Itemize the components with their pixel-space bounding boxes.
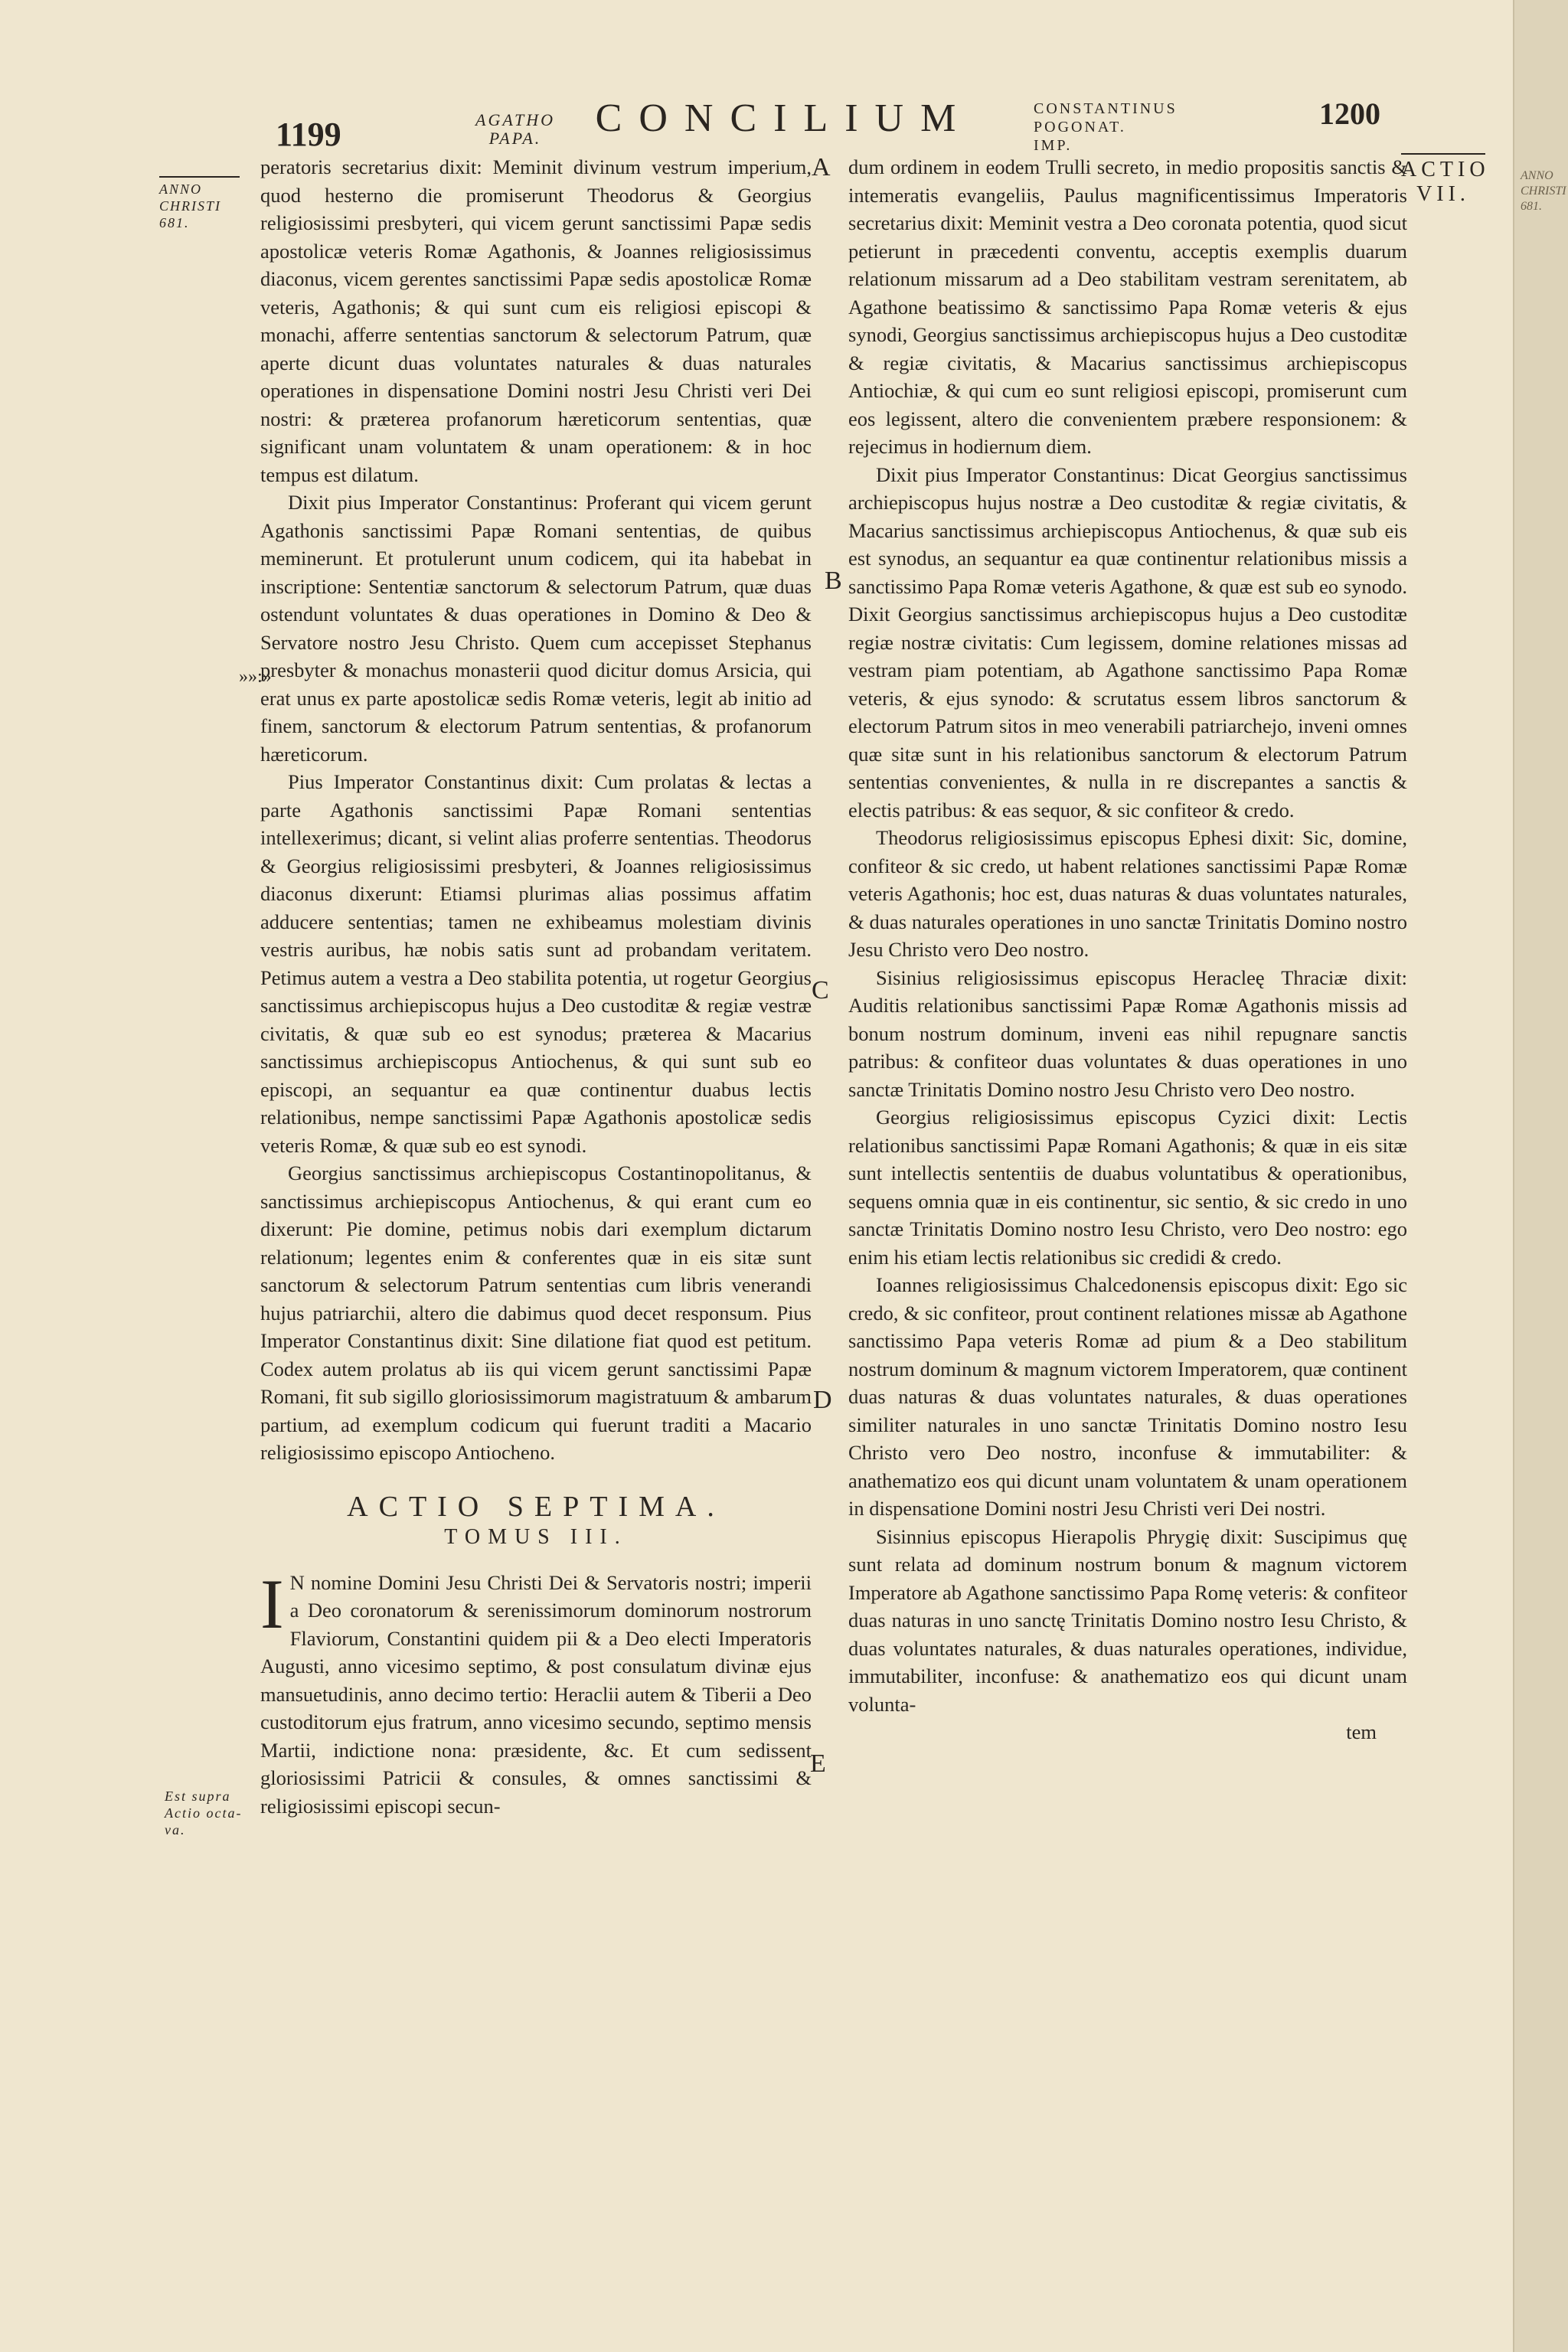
- page-number-left: 1199: [276, 116, 341, 153]
- section-letter-e: E: [810, 1749, 826, 1778]
- running-head-right: CONSTANTINUS POGONAT. IMP.: [1034, 100, 1178, 154]
- year-margin-label: [159, 176, 240, 231]
- paragraph: peratoris secretarius dixit: Meminit divinum vestrum imperium, quod hesterno die promiserunt Theodorus & Georgius religiosissimi presbyteri, qui vicem gerunt sanctissimi Papæ sedis apostolicæ veteris Romæ Agathonis, & Joannes religiosissimus diaconus, vicem gerentes sanctissimi Papæ sedis apostolicæ Romæ veteris, Agathonis; & qui sunt cum eis religiosi episcopi & monachi, afferre sententias sanctorum & selectorum Patrum, quæ aperte dicunt duas voluntates naturales & duas naturales operationes in dispensatione Domini nostri Jesu Christi veri Dei nostri: & præterea profanorum hæreticorum sententias, quæ significant unam voluntatem & unam operationem: & in hoc tempus est dilatum.: [260, 155, 812, 486]
- running-head-left: AGATHO PAPA.: [475, 110, 555, 148]
- paragraph: Sisinius religiosissimus episcopus Heracleę Thraciæ dixit: Auditis relationibus sanctissimi Papæ Romæ Agathonis missis ad bonum nostrum dominum, inveni eas nihil repugnare sanctis patribus: & confiteor duas voluntates & duas operationes in uno sanctæ Trinitatis Domino nostro Jesu Christo vero Deo nostro.: [848, 965, 1407, 1101]
- section-letter-c: C: [812, 976, 829, 1004]
- right-text-column: [848, 153, 1407, 1746]
- adjacent-page-edge: [1513, 0, 1568, 2352]
- paragraph: Theodorus religiosissimus episcopus Ephesi dixit: Sic, domine, confiteor & sic credo, ut habent relationes sanctissimi Papæ Romæ veteris Agathonis; hoc est, duas naturas & duas voluntates naturales, & duas naturales operationes in uno sanctæ Trinitatis Domino nostro Jesu Christo vero Deo nostro.: [848, 826, 1407, 961]
- opening-paragraph: [260, 1564, 812, 1821]
- drop-cap: I: [260, 1564, 284, 1643]
- actio-margin-label: [1401, 153, 1490, 207]
- year-label-text: ANNO CHRISTI 681.: [159, 181, 221, 230]
- paragraph: Pius Imperator Constantinus dixit: Cum prolatas & lectas a parte Agathonis sanctissimi Papæ Romani sententias intellexerimus; dicant, si velint alias proferre sententias. Theodorus & Georgius religiosissimi presbyteri, & Joannes religiosissimus diaconus dixerunt: Etiamsi plurimas alias possimus affatim adducere sententias; tamen ne exhibeamus molestiam divinis vestris auribus, hæ nobis satis sunt ad probandam veritatem. Petimus autem a vestra a Deo stabilita potentia, ut rogetur Georgius sanctissimus archiepiscopus hujus a Deo custoditæ & regiæ vestræ civitatis, & quæ sub eo est synodus; præterea & Macarius sanctissimus archiepiscopus Antiochenus, & qui sunt sub eo episcopi, an sequantur ea quæ continentur duabus lectis relationibus, nempe sanctissimi Papæ Agathonis apostolicæ sedis veteris Romæ, & quæ sub eo est synodi.: [260, 770, 812, 1157]
- left-text-column: [260, 153, 812, 1820]
- section-letter-d: D: [813, 1386, 832, 1414]
- edge-label: ANNO CHRISTI 681.: [1521, 169, 1566, 213]
- paragraph: Georgius sanctissimus archiepiscopus Costantinopolitanus, & sanctissimus archiepiscopus Antiochenus, & qui erant cum eo dixerunt: Pie domine, petimus nobis dari exemplum dictarum relationum; legentes enim & conferentes quæ in eis sitæ sunt sanctorum & selectorum Patrum sententias cum libris venerandi hujus patriarchii, altero die dabimus quod decet responsum. Pius Imperator Constantinus dixit: Sine dilatione fiat quod est petitum. Codex autem prolatus ab iis qui vicem gerunt sanctissimi Papæ Romani, fit sub sigillo gloriosissimorum magistratuum & ambarum partium, ad exemplum codicum qui fuerunt traditi a Macario religiosissimo episcopo Antiocheno.: [260, 1161, 812, 1464]
- paragraph: Georgius religiosissimus episcopus Cyzici dixit: Lectis relationibus sanctissimi Papæ Romani Agathonis; & quæ in eis sitæ sunt intellectis sententiis de duabus voluntatibus & operationibus, sequens omnia quæ in eis continentur, sic sentio, & sic credo in uno sanctæ Trinitatis Domino nostro Iesu Christo, vero Deo nostro: ego enim his etiam lectis relationibus sic credidi & credo.: [848, 1106, 1407, 1269]
- cross-reference-note: Est supra Actio octa-va.: [165, 1788, 243, 1838]
- paragraph: Dixit pius Imperator Constantinus: Proferant qui vicem gerunt Agathonis sanctissimi Papæ Romani sententias, de quibus meminerunt. Et protulerunt unum codicem, qui ita habebat in inscriptione: Sententiæ sanctorum & selectorum Patrum, quæ duas ostendunt voluntates & duas operationes in Domino & Deo & Servatore nostro Jesu Christo. Quem cum accepisset Stephanus presbyter & monachus monasterii quod dicitur domus Arsicia, qui erat unus ex parte apostolicæ sedis Romæ veteris, legit ab initio ad finem, sanctorum & electorum Patrum sententias, & profanorum hæreticorum.: [260, 491, 812, 766]
- opening-text: N nomine Domini Jesu Christi Dei & Servatoris nostri; imperii a Deo coronatorum & serenissimorum dominorum nostrorum Flaviorum, Constantini quidem pii & a Deo electi Imperatoris Augusti, anno vicesimo septimo, & post consulatum divinæ ejus mansuetudinis, anno decimo tertio: Heraclii autem & Tiberii a Deo custoditorum ejus fratrum, anno vicesimo secundo, septimo mensis Martii, indictione nona: præsidente, &c. Et cum sedissent gloriosissimi Patricii & consules, & omnes sanctissimi & religiosissimi episcopi secun-: [260, 1570, 812, 1818]
- page-number-right: 1200: [1319, 96, 1380, 131]
- paragraph: Sisinnius episcopus Hierapolis Phrygię dixit: Suscipimus quę sunt relata ad dominum nostrum bonum & magnum victorem Imperatore ab Agathone sanctissimo Papa Romę veteris: & confiteor duas naturas in uno sanctę Trinitatis Domino nostro Iesu Christo, & duas voluntates naturales, & duas naturales operationes, individue, immutabiliter, inconfuse: & anathematizo eos qui dicunt unam volunta-: [848, 1524, 1407, 1716]
- quotation-marks: »»:»: [239, 667, 272, 687]
- paragraph: Ioannes religiosissimus Chalcedonensis episcopus dixit: Ego sic credo, & sic confiteor, prout continent relationes missæ ab Agathone sanctissimo Papa veteris Romæ ad pium & a Deo stabilitum nostrum dominum & magnum victorem Imperatorem, quæ continent duas naturas & duas voluntates naturales, & duas operationes similiter naturales in uno sanctæ Trinitatis Domino nostro Iesu Christo vero Deo nostro, inconfuse & immutabiliter: & anathematizo eos qui dicunt unam voluntatem & unam operationem in dispensatione Domini nostri Jesu Christi veri Dei nostri.: [848, 1273, 1407, 1520]
- section-title: ACTIO SEPTIMA.: [347, 1490, 725, 1523]
- running-title: CONCILIUM: [595, 96, 973, 140]
- paragraph: Dixit pius Imperator Constantinus: Dicat Georgius sanctissimus archiepiscopus hujus nostræ a Deo custoditæ & regiæ civitatis, & Macarius sanctissimus archiepiscopus Antiochenus, & quæ sub eis est synodus, an sequantur ea quæ continentur relationibus missis a sanctissimo Papa Romæ veteris Agathone, & quæ est sub eo synodo. Dixit Georgius sanctissimus archiepiscopus hujus a Deo custoditæ regiæ nostræ civitatis: Cum legissem, domine relationes missas ad vestram piam potentiam, ab Agathone sanctissimo Papa Romæ veteris, & ejus synodo: & scrutatus essem libros sanctorum & electorum Patrum sitos in meo venerabili patriarchejo, inveni omnes quæ sitæ sunt in his relationibus sanctorum & electorum Patrum sententias convenientes, & nulla in re discrepantes a sanctis & electis patribus: & eas sequor, & sic confiteor & credo.: [848, 462, 1407, 822]
- paragraph: dum ordinem in eodem Trulli secreto, in medio propositis sanctis & intemeratis evangeliis, Paulus magnificentissimus Imperatoris secretarius dixit: Meminit vestra a Deo coronata potentia, quod sicut petierunt in præcedenti conventu, acceptis exemplis duarum relationum missarum ad a Deo stabilitam vestram serenitatem, ab Agathone beatissimo & sanctissimo Papa Romæ veteris & ejus synodi, Georgius sanctissimus archiepiscopus hujus a Deo custoditæ & regiæ civitatis, & Macarius sanctissimus archiepiscopus Antiochiæ, & qui cum eo sunt religiosi episcopi, promiserunt cum eos legissent, altero die convenientem præbere responsionem: & rejecimus in hodiernum diem.: [848, 155, 1407, 458]
- section-letter-a: A: [812, 153, 831, 181]
- section-letter-b: B: [825, 567, 842, 595]
- actio-label-text: ACTIO VII.: [1401, 158, 1490, 206]
- section-subtitle: TOMUS III.: [444, 1525, 628, 1549]
- catchword: tem: [1346, 1720, 1377, 1743]
